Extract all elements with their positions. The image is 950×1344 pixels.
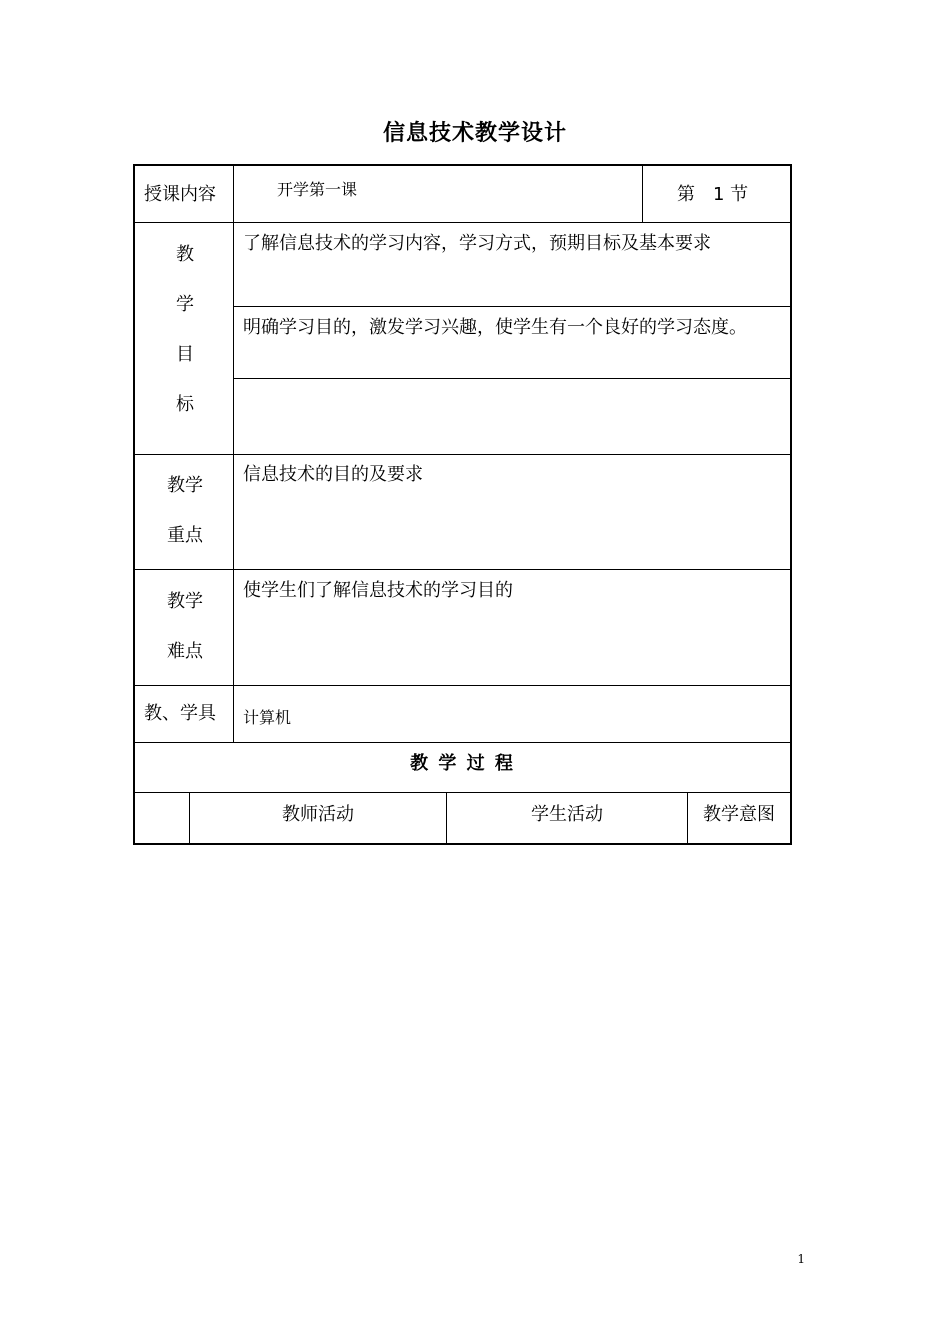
difficulties-label: 教学 难点 [167, 591, 203, 662]
process-column-header: 学生活动 [531, 804, 603, 825]
lesson-plan-table [133, 164, 792, 845]
divider [642, 166, 643, 222]
difficulties-value: 使学生们了解信息技术的学习目的 [243, 580, 513, 601]
objective-item: 明确学习目的，激发学习兴趣，使学生有一个良好的学习态度。 [243, 317, 747, 338]
divider [135, 742, 790, 743]
tools-label: 教、学具 [144, 703, 216, 724]
divider [233, 378, 790, 379]
section-number: 第 1 节 [677, 184, 749, 205]
divider [135, 792, 790, 793]
page-number: 1 [797, 1252, 805, 1266]
process-column-header: 教学意图 [703, 804, 775, 825]
tools-value: 计算机 [243, 708, 292, 727]
key-points-value: 信息技术的目的及要求 [243, 464, 423, 485]
key-points-label: 教学 重点 [167, 475, 203, 546]
course-value: 开学第一课 [277, 180, 358, 199]
process-column-header: 教师活动 [282, 804, 354, 825]
objectives-label: 教 学 目 标 [176, 244, 194, 415]
divider [233, 306, 790, 307]
objective-item: 了解信息技术的学习内容，学习方式，预期目标及基本要求 [243, 233, 711, 254]
process-heading: 教 学 过 程 [410, 753, 515, 774]
document-title: 信息技术教学设计 [382, 121, 567, 146]
course-label: 授课内容 [144, 184, 216, 205]
